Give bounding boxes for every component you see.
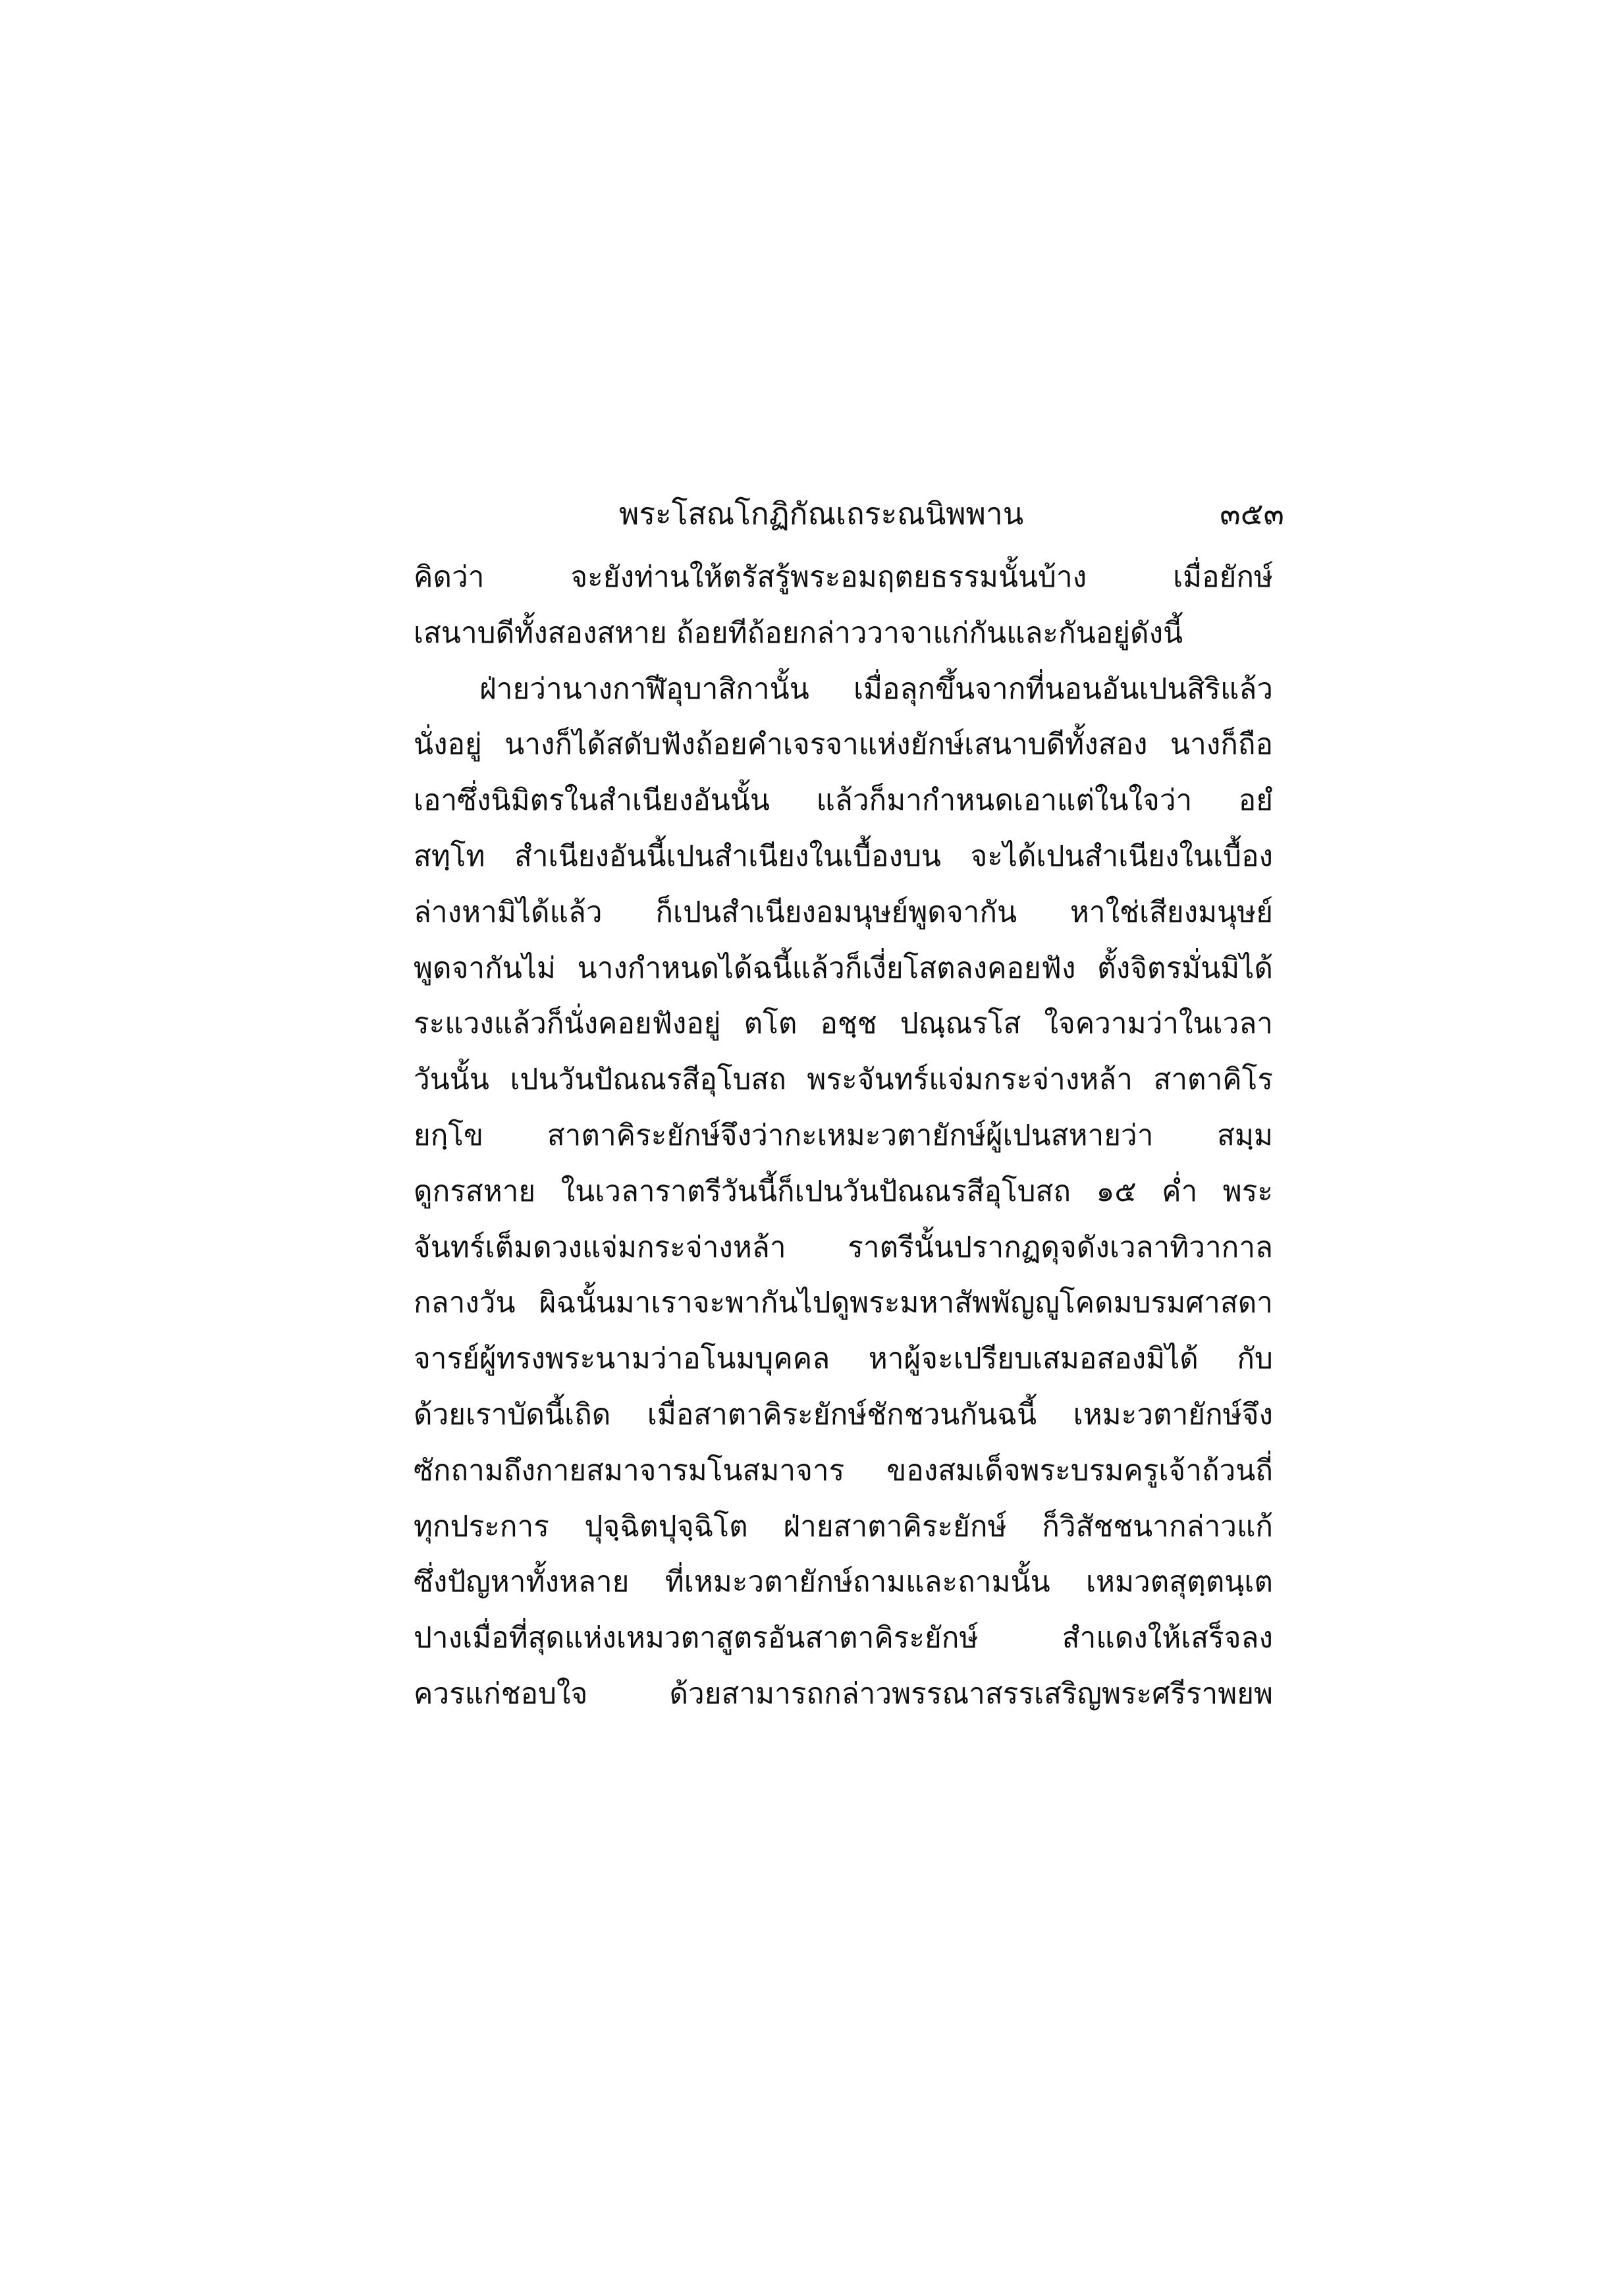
text-line: กลางวัน ผิฉนั้นมาเราจะพากันไปดูพระมหาสัพพัญญูโคดมบรมศาสดา — [414, 1286, 1273, 1320]
text-line: จันทร์เต็มดวงแจ่มกระจ่างหล้า ราตรีนั้นปรากฏดุจดังเวลาทิวากาล — [414, 1230, 1273, 1264]
text-line: ซักถามถึงกายสมาจารมโนสมาจาร ของสมเด็จพระบรมครูเจ้าถ้วนถี่ — [414, 1453, 1273, 1487]
text-line: วันนั้น เปนวันปัณณรสีอุโบสถ พระจันทร์แจ่มกระจ่างหล้า สาตาคิโร — [414, 1063, 1273, 1097]
text-line: ดูกรสหาย ในเวลาราตรีวันนี้ก็เปนวันปัณณรสีอุโบสถ ๑๕ ค่ำ พระ — [414, 1174, 1273, 1208]
text-line: ซึ่งปัญหาทั้งหลาย ที่เหมะวตายักษ์ถามและถามนั้น เหมวตสุตฺตนฺเต — [414, 1565, 1273, 1599]
page-number: ๓๕๓ — [1220, 496, 1284, 531]
text-line: ล่างหามิได้แล้ว ก็เปนสำเนียงอมนุษย์พูดจากัน หาใช่เสียงมนุษย์ — [414, 895, 1273, 929]
text-line: จารย์ผู้ทรงพระนามว่าอโนมบุคคล หาผู้จะเปรียบเสมอสองมิได้ กับ — [414, 1342, 1273, 1376]
text-line: ด้วยเราบัดนี้เถิด เมื่อสาตาคิระยักษ์ชักชวนกันฉนี้ เหมะวตายักษ์จึง — [414, 1397, 1273, 1431]
running-head — [408, 491, 1284, 537]
text-line: ระแวงแล้วก็นั่งคอยฟังอยู่ ตโต อชฺช ปณฺณรโส ใจความว่าในเวลา — [414, 1007, 1273, 1041]
running-title: พระโสณโกฏิกัณเถระณนิพพาน — [619, 496, 1024, 531]
text-line: คิดว่า จะยังท่านให้ตรัสรู้พระอมฤตยธรรมนั้นบ้าง เมื่อยักษ์ — [414, 560, 1273, 594]
text-line: สทฺโท สำเนียงอันนี้เปนสำเนียงในเบื้องบน จะได้เปนสำเนียงในเบื้อง — [414, 839, 1273, 873]
text-line: ควรแก่ชอบใจ ด้วยสามารถกล่าวพรรณาสรรเสริญพระศรีราพยพ — [414, 1676, 1273, 1711]
text-line: ทุกประการ ปุจฺฉิตปุจฺฉิโต ฝ่ายสาตาคิระยักษ์ ก็วิสัชชนากล่าวแก้ — [414, 1509, 1273, 1543]
body-text — [414, 550, 1273, 1722]
text-line: เสนาบดีทั้งสองสหาย ถ้อยทีถ้อยกล่าววาจาแก่กันและกันอยู่ดังนี้ — [414, 616, 1183, 650]
text-line: พูดจากันไม่ นางกำหนดได้ฉนี้แล้วก็เงี่ยโสตลงคอยฟัง ตั้งจิตรมั่นมิได้ — [414, 951, 1273, 985]
text-line: เอาซึ่งนิมิตรในสำเนียงอันนั้น แล้วก็มากำหนดเอาแต่ในใจว่า อยํ — [414, 784, 1273, 818]
paragraph-first-line: ฝ่ายว่านางกาฬีอุบาสิกานั้น เมื่อลุกขึ้นจากที่นอนอันเปนสิริแล้ว — [479, 672, 1273, 706]
text-line: ปางเมื่อที่สุดแห่งเหมวตาสูตรอันสาตาคิระยักษ์ สำแดงให้เสร็จลง — [414, 1621, 1273, 1655]
text-line: ยกฺโข สาตาคิระยักษ์จึงว่ากะเหมะวตายักษ์ผู้เปนสหายว่า สมฺม — [414, 1118, 1273, 1152]
text-line: นั่งอยู่ นางก็ได้สดับฟังถ้อยคำเจรจาแห่งยักษ์เสนาบดีทั้งสอง นางก็ถือ — [414, 728, 1273, 762]
